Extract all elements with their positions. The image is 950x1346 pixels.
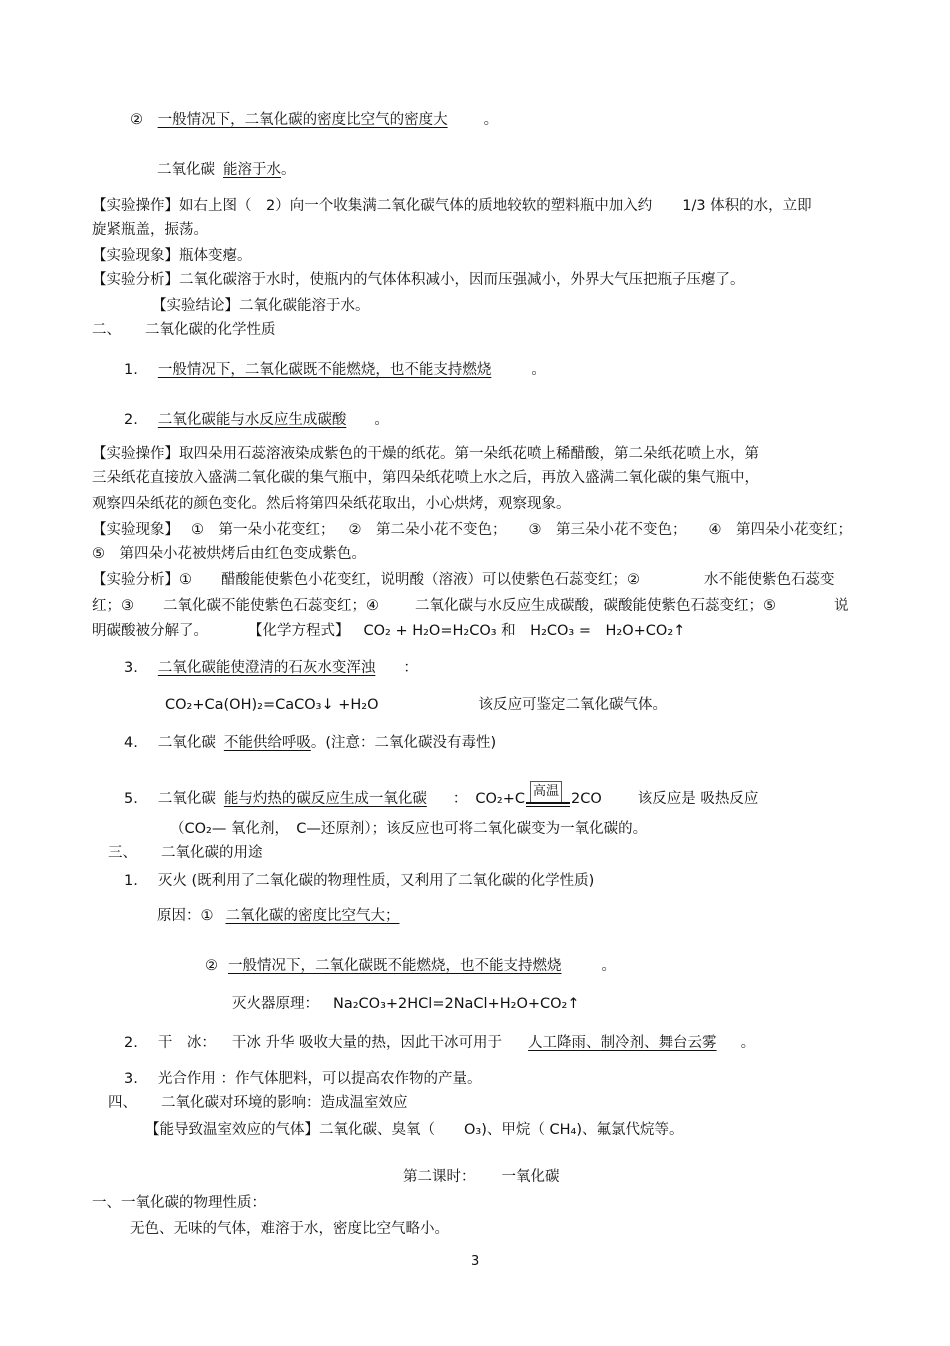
text: 原因：① <box>157 908 214 924</box>
condition-label: 高温 <box>530 781 562 803</box>
item-number: 3. <box>124 1071 138 1087</box>
punct: 。 <box>483 112 499 128</box>
text: 二氧化碳 <box>157 162 215 178</box>
section-title: 二氧化碳对环境的影响：造成温室效应 <box>161 1095 408 1111</box>
text: ② 第二朵小花不变色； <box>348 522 507 538</box>
use-3 <box>124 1069 481 1089</box>
text: 二氧化碳 <box>157 791 216 807</box>
text: 【实验现象】 <box>92 522 179 538</box>
experiment-operation <box>92 196 812 216</box>
text: ① 第一朵小花变红； <box>191 522 335 538</box>
answer-blank: 一般情况下，二氧化碳既不能燃烧，也不能支持燃烧 <box>228 958 562 974</box>
answer-blank: 能溶于水 <box>223 162 281 178</box>
text: 第二课时： <box>403 1169 476 1185</box>
use-1 <box>124 871 594 891</box>
co-physical-heading: 一、一氧化碳的物理性质： <box>92 1195 266 1211</box>
op-line-1: 【实验操作】取四朵用石蕊溶液染成紫色的干燥的纸花。第一朵纸花喷上稀醋酸，第二朵纸花喷上水，第 <box>92 446 759 462</box>
analysis-line-3 <box>92 621 685 641</box>
phenomenon-line-2: ⑤ 第四朵小花被烘烤后由红色变成紫色。 <box>92 546 366 562</box>
section-number: 三、 <box>108 845 137 861</box>
chem-prop-4 <box>124 733 496 753</box>
use-1-reason-2 <box>205 956 616 976</box>
section-heading <box>108 1093 408 1113</box>
answer-blank: 能与灼热的碳反应生成一氧化碳 <box>223 791 427 807</box>
chem-prop-2 <box>124 410 389 430</box>
chemical-equation: CO₂ + H₂O=H₂CO₃ 和 H₂CO₃ = H₂O+CO₂↑ <box>363 623 686 639</box>
experiment-operation-cont <box>92 220 208 240</box>
analysis-line-1 <box>92 570 835 590</box>
text: 该反应是 吸热反应 <box>637 791 759 807</box>
text: 光合作用 ：作气体肥料，可以提高农作物的产量。 <box>157 1071 482 1087</box>
text: 二氧化碳 <box>157 735 216 751</box>
answer-blank: 不能供给呼吸 <box>223 735 311 751</box>
greenhouse-gases: 【能导致温室效应的气体】二氧化碳、臭氧（ O₃)、甲烷（ CH₄)、氟氯代烷等。 <box>145 1122 684 1138</box>
text: 旋紧瓶盖，振荡。 <box>92 222 208 238</box>
text: 【化学方程式】 <box>248 623 350 639</box>
item-number: 2. <box>124 1035 138 1051</box>
reaction-condition <box>526 785 570 807</box>
solubility-line <box>157 160 296 180</box>
item-number: ② <box>205 958 218 974</box>
density-line <box>130 110 498 130</box>
item-number: 1. <box>124 873 138 889</box>
experiment-analysis: 【实验分析】二氧化碳溶于水时，使瓶内的气体体积减小，因而压强减小，外界大气压把瓶子压瘪了。 <box>92 272 745 288</box>
chemical-equation: Na₂CO₃+2HCl=2NaCl+H₂O+CO₂↑ <box>333 996 580 1012</box>
chemical-formula: 2CO <box>570 791 602 807</box>
use-1-reason-1 <box>157 906 420 926</box>
chemical-formula: CO₂+C <box>475 791 525 807</box>
section-heading <box>108 843 263 863</box>
chem-prop-3 <box>124 658 418 678</box>
punct: 。 <box>531 362 546 378</box>
analysis-line-2 <box>92 596 849 616</box>
item-number: 3. <box>124 660 138 676</box>
section-heading <box>92 320 276 340</box>
text: 。(注意：二氧化碳没有毒性) <box>310 735 497 751</box>
text: 水不能使紫色石蕊变 <box>704 572 835 588</box>
text: 干冰 升华 吸收大量的热，因此干冰可用于 <box>231 1035 503 1051</box>
text: 【实验操作】如右上图（ 2）向一个收集满二氧化碳气体的质地较软的塑料瓶中加入约 <box>92 198 653 214</box>
experiment-conclusion: 【实验结论】二氧化碳能溶于水。 <box>152 298 370 314</box>
chem-prop-1 <box>124 360 546 380</box>
answer-blank: 制冷剂、 <box>600 1035 659 1051</box>
chem-prop-5 <box>124 785 758 809</box>
redox-note: （CO₂— 氧化剂， C—还原剂）；该反应也可将二氧化碳变为一氧化碳的。 <box>170 821 648 837</box>
co-physical-text: 无色、无味的气体，难溶于水，密度比空气略小。 <box>130 1221 449 1237</box>
text: ④ 第四朵小花变红； <box>708 522 852 538</box>
phenomenon-line <box>92 520 852 540</box>
answer-blank: 二氧化碳的密度比空气大； <box>225 908 400 924</box>
section-title: 二氧化碳的化学性质 <box>145 322 276 338</box>
item-number: ② <box>130 112 143 128</box>
section-number: 二、 <box>92 322 121 338</box>
text: 二氧化碳与水反应生成碳酸，碳酸能使紫色石蕊变红；⑤ <box>415 598 776 614</box>
text: 干 冰： <box>157 1035 216 1051</box>
text: 说 <box>834 598 849 614</box>
item-number: 5. <box>124 791 138 807</box>
use-2 <box>124 1033 755 1053</box>
section-number: 四、 <box>108 1095 137 1111</box>
chemical-equation: CO₂+Ca(OH)₂=CaCO₃↓ +H₂O <box>165 697 379 713</box>
answer-blank: 二氧化碳能与水反应生成碳酸 <box>157 412 347 428</box>
punct: ： <box>403 660 418 676</box>
answer-blank: 人工降雨、 <box>528 1035 601 1051</box>
text: 灭火 (既利用了二氧化碳的物理性质，又利用了二氧化碳的化学性质) <box>157 873 595 889</box>
item-number: 1. <box>124 362 138 378</box>
text: 明碳酸被分解了。 <box>92 623 208 639</box>
page-number: 3 <box>471 1254 480 1269</box>
answer-blank: 二氧化碳能使澄清的石灰水变浑浊 <box>157 660 376 676</box>
text: 该反应可鉴定二氧化碳气体。 <box>478 697 667 713</box>
section-title: 二氧化碳的用途 <box>161 845 263 861</box>
punct: 。 <box>374 412 389 428</box>
op-line-3: 观察四朵纸花的颜色变化。然后将第四朵纸花取出，小心烘烤，观察现象。 <box>92 496 571 512</box>
text: 红；③ 二氧化碳不能使紫色石蕊变红；④ <box>92 598 379 614</box>
answer-blank: 舞台云雾 <box>658 1035 717 1051</box>
item-number: 2. <box>124 412 138 428</box>
op-line-2: 三朵纸花直接放入盛满二氧化碳的集气瓶中，第四朵纸花喷上水之后，再放入盛满二氧化碳的集气瓶中， <box>92 470 759 486</box>
text: 1/3 体积的水，立即 <box>682 198 812 214</box>
limewater-equation <box>165 695 667 715</box>
item-number: 4. <box>124 735 138 751</box>
text: 一氧化碳 <box>501 1169 560 1185</box>
punct: 。 <box>740 1035 756 1051</box>
experiment-phenomenon: 【实验现象】瓶体变瘪。 <box>92 248 252 264</box>
punct: ： <box>452 791 468 807</box>
extinguisher-principle <box>232 994 580 1014</box>
answer-blank: 一般情况下，二氧化碳的密度比空气的密度大 <box>157 112 448 128</box>
punct: 。 <box>601 958 616 974</box>
lesson-heading <box>403 1167 560 1187</box>
answer-blank: 一般情况下，二氧化碳既不能燃烧，也不能支持燃烧 <box>157 362 492 378</box>
text: ③ 第三朵小花不变色； <box>528 522 687 538</box>
text: 灭火器原理： <box>232 996 319 1012</box>
text: 【实验分析】① 醋酸能使紫色小花变红，说明酸（溶液）可以使紫色石蕊变红；② <box>92 572 640 588</box>
punct: 。 <box>281 162 296 178</box>
